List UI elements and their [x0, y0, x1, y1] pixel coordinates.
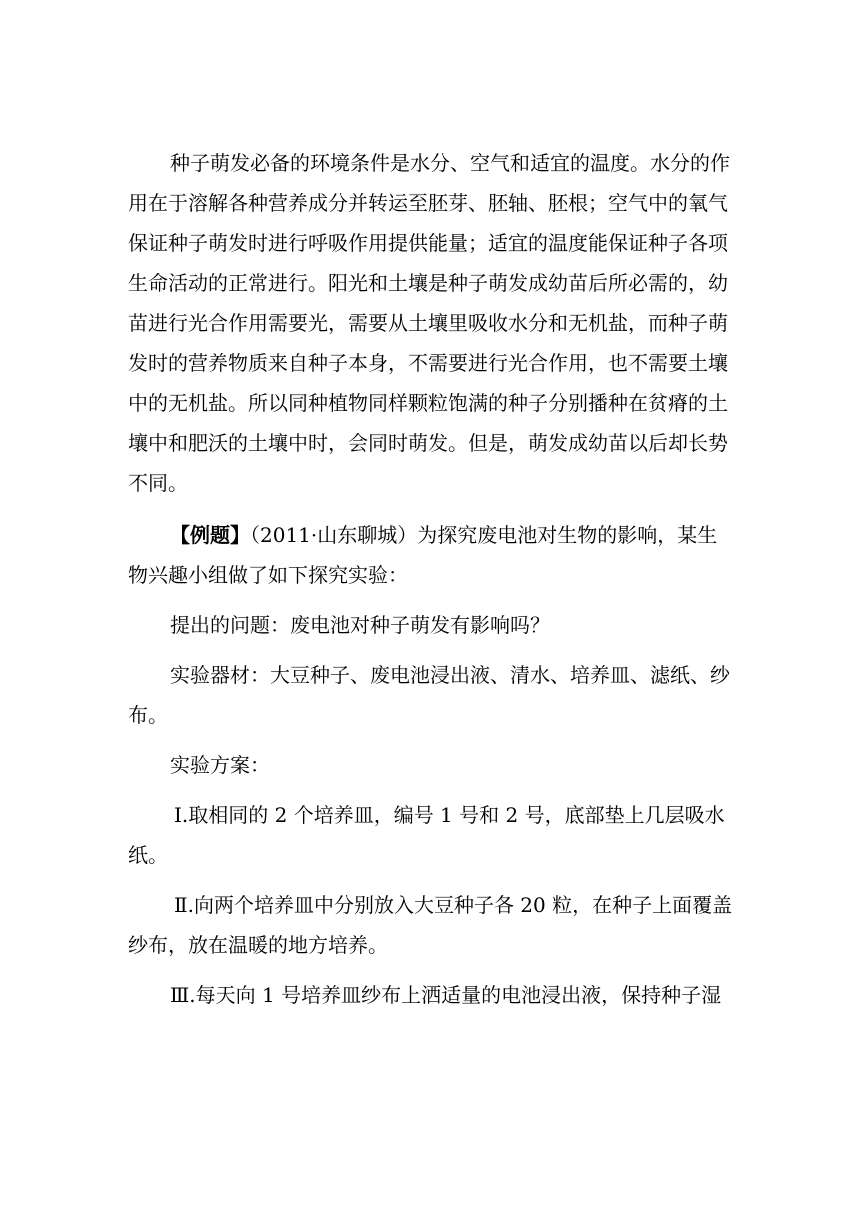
example-intro: 为探究废电池对生物的影响，某生 — [417, 523, 718, 547]
text-line: 苗进行光合作用需要光，需要从土壤里吸收水分和无机盐，而种子萌 — [128, 311, 728, 335]
text-line: 种子萌发必备的环境条件是水分、空气和适宜的温度。水分的作 — [170, 151, 730, 175]
text-line: 生命活动的正常进行。阳光和土壤是种子萌发成幼苗后所必需的，幼 — [128, 271, 728, 295]
text-line: 发时的营养物质来自种子本身，不需要进行光合作用，也不需要土壤 — [128, 351, 728, 375]
text-line: 不同。 — [128, 471, 188, 495]
text-line: 纱布，放在温暖的地方培养。 — [128, 933, 388, 957]
text-line — [128, 515, 732, 555]
plan-step-3 — [128, 975, 732, 1015]
materials-paragraph — [128, 655, 732, 735]
text-line: 中的无机盐。所以同种植物同样颗粒饱满的种子分别播种在贫瘠的土 — [128, 391, 728, 415]
text-line: 用在于溶解各种营养成分并转运至胚芽、胚轴、胚根；空气中的氧气 — [128, 191, 728, 215]
document-body — [128, 143, 732, 1015]
plan-heading: 实验方案： — [170, 753, 270, 777]
text-line: 纸。 — [128, 843, 168, 867]
text-line: 保证种子萌发时进行呼吸作用提供能量；适宜的温度能保证种子各项 — [128, 231, 728, 255]
text-line: Ⅲ.每天向 1 号培养皿纱布上洒适量的电池浸出液，保持种子湿 — [170, 983, 722, 1007]
example-source: （2011·山东聊城） — [250, 523, 418, 547]
text-line: Ⅱ.向两个培养皿中分别放入大豆种子各 20 粒，在种子上面覆盖 — [174, 893, 732, 917]
plan-step-1 — [128, 795, 732, 875]
text-line: Ⅰ.取相同的 2 个培养皿，编号 1 号和 2 号，底部垫上几层吸水 — [174, 803, 725, 827]
text-line: 提出的问题：废电池对种子萌发有影响吗？ — [170, 613, 550, 637]
example-paragraph — [128, 515, 732, 595]
plan-step-2 — [128, 885, 732, 965]
text-line: 物兴趣小组做了如下探究实验： — [128, 563, 408, 587]
plan-heading-paragraph — [128, 745, 732, 785]
text-line: 实验器材：大豆种子、废电池浸出液、清水、培养皿、滤纸、纱 — [170, 663, 730, 687]
text-line: 壤中和肥沃的土壤中时，会同时萌发。但是，萌发成幼苗以后却长势 — [128, 431, 728, 455]
text-line: 布。 — [128, 703, 168, 727]
question-paragraph — [128, 605, 732, 645]
explanation-paragraph — [128, 143, 732, 503]
example-label: 【例题】 — [170, 523, 250, 547]
